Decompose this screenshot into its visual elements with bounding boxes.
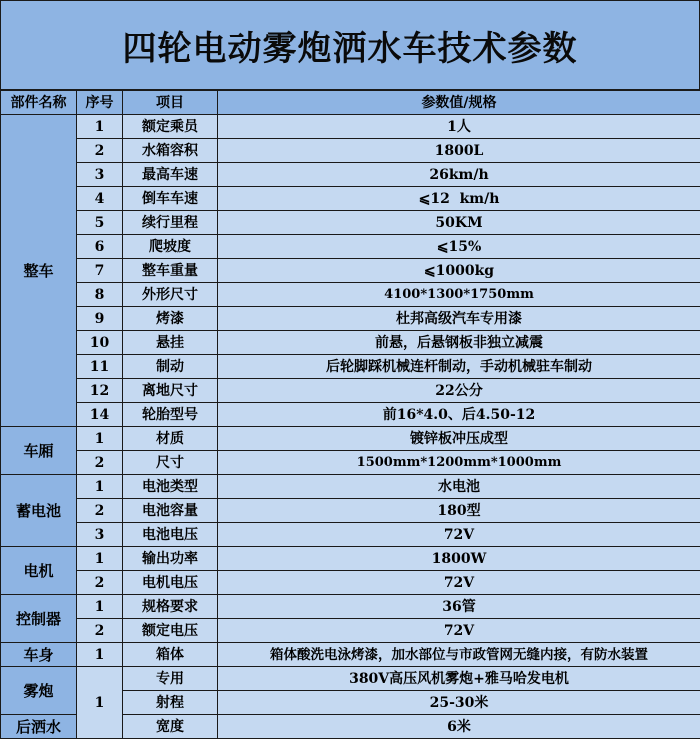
row-item: 额定电压 [123,619,218,643]
row-item: 最高车速 [123,163,218,187]
row-item: 轮胎型号 [123,403,218,427]
row-index: 10 [77,331,123,355]
table-row [1,307,700,331]
table-row [1,283,700,307]
row-item: 输出功率 [123,547,218,571]
row-value: 26km/h [218,163,700,187]
row-item: 续行里程 [123,211,218,235]
row-index: 2 [77,571,123,595]
row-index: 1 [77,667,123,739]
row-index: 1 [77,475,123,499]
row-index: 3 [77,523,123,547]
table-row [1,595,700,619]
row-item: 水箱容积 [123,139,218,163]
table-row [1,427,700,451]
row-item: 规格要求 [123,595,218,619]
row-item: 尺寸 [123,451,218,475]
row-value: 25-30米 [218,691,700,715]
row-value: 72V [218,571,700,595]
category-body: 车身 [1,643,77,667]
row-index: 3 [77,163,123,187]
header-item: 项目 [123,91,218,115]
row-index: 6 [77,235,123,259]
row-item: 射程 [123,691,218,715]
row-index: 1 [77,115,123,139]
row-value: 1800W [218,547,700,571]
row-value: 72V [218,619,700,643]
row-value: 后轮脚踩机械连杆制动，手动机械驻车制动 [218,355,700,379]
row-value: 箱体酸洗电泳烤漆，加水部位与市政管网无缝内接，有防水装置 [218,643,700,667]
row-index: 2 [77,139,123,163]
spec-table [0,90,700,739]
row-item: 电池电压 [123,523,218,547]
header-row [1,91,700,115]
table-row [1,259,700,283]
table-row [1,403,700,427]
row-item: 电池容量 [123,499,218,523]
row-item: 电机电压 [123,571,218,595]
row-value: 前16*4.0、后4.50-12 [218,403,700,427]
row-value: 1人 [218,115,700,139]
row-item: 外形尺寸 [123,283,218,307]
row-item: 材质 [123,427,218,451]
row-value: 4100*1300*1750mm [218,283,700,307]
row-value: 180型 [218,499,700,523]
table-row [1,115,700,139]
header-category: 部件名称 [1,91,77,115]
row-value: 380V高压风机雾炮+雅马哈发电机 [218,667,700,691]
row-index: 2 [77,499,123,523]
table-row [1,499,700,523]
row-item: 宽度 [123,715,218,739]
row-value: 1500mm*1200mm*1000mm [218,451,700,475]
row-value: 镀锌板冲压成型 [218,427,700,451]
row-index: 2 [77,451,123,475]
table-row [1,475,700,499]
table-row [1,451,700,475]
row-index: 1 [77,427,123,451]
row-value: ⩽1000kg [218,259,700,283]
table-row [1,571,700,595]
row-index: 4 [77,187,123,211]
row-item: 烤漆 [123,307,218,331]
category-cabin: 车厢 [1,427,77,475]
row-index: 9 [77,307,123,331]
category-motor: 电机 [1,547,77,595]
table-row [1,643,700,667]
table-row [1,547,700,571]
row-value: 22公分 [218,379,700,403]
table-row [1,523,700,547]
row-item: 电池类型 [123,475,218,499]
row-value: 前悬，后悬钢板非独立减震 [218,331,700,355]
category-fog: 雾炮 [1,667,77,715]
row-index: 8 [77,283,123,307]
row-value: ⩽12 km/h [218,187,700,211]
row-item: 整车重量 [123,259,218,283]
header-value: 参数值/规格 [218,91,700,115]
row-value: 杜邦高级汽车专用漆 [218,307,700,331]
row-value: 36管 [218,595,700,619]
row-index: 12 [77,379,123,403]
row-item: 箱体 [123,643,218,667]
table-row [1,187,700,211]
row-value: 1800L [218,139,700,163]
row-item: 倒车车速 [123,187,218,211]
category-battery: 蓄电池 [1,475,77,547]
row-index: 11 [77,355,123,379]
table-row [1,619,700,643]
row-index: 1 [77,643,123,667]
row-index: 7 [77,259,123,283]
table-row [1,379,700,403]
row-index: 14 [77,403,123,427]
row-index: 1 [77,547,123,571]
row-item: 额定乘员 [123,115,218,139]
category-controller: 控制器 [1,595,77,643]
row-item: 专用 [123,667,218,691]
row-value: 72V [218,523,700,547]
table-row [1,667,700,691]
header-index: 序号 [77,91,123,115]
category-rear-spray: 后洒水 [1,715,77,739]
row-value: ⩽15% [218,235,700,259]
category-whole: 整车 [1,115,77,427]
row-value: 6米 [218,715,700,739]
table-row [1,235,700,259]
row-index: 1 [77,595,123,619]
row-index: 5 [77,211,123,235]
table-row [1,331,700,355]
sheet-title: 四轮电动雾炮洒水车技术参数 [0,0,700,90]
row-item: 悬挂 [123,331,218,355]
table-row [1,355,700,379]
row-value: 50KM [218,211,700,235]
table-row [1,211,700,235]
table-row [1,163,700,187]
row-value: 水电池 [218,475,700,499]
row-item: 制动 [123,355,218,379]
row-item: 离地尺寸 [123,379,218,403]
table-row [1,139,700,163]
row-index: 2 [77,619,123,643]
row-item: 爬坡度 [123,235,218,259]
